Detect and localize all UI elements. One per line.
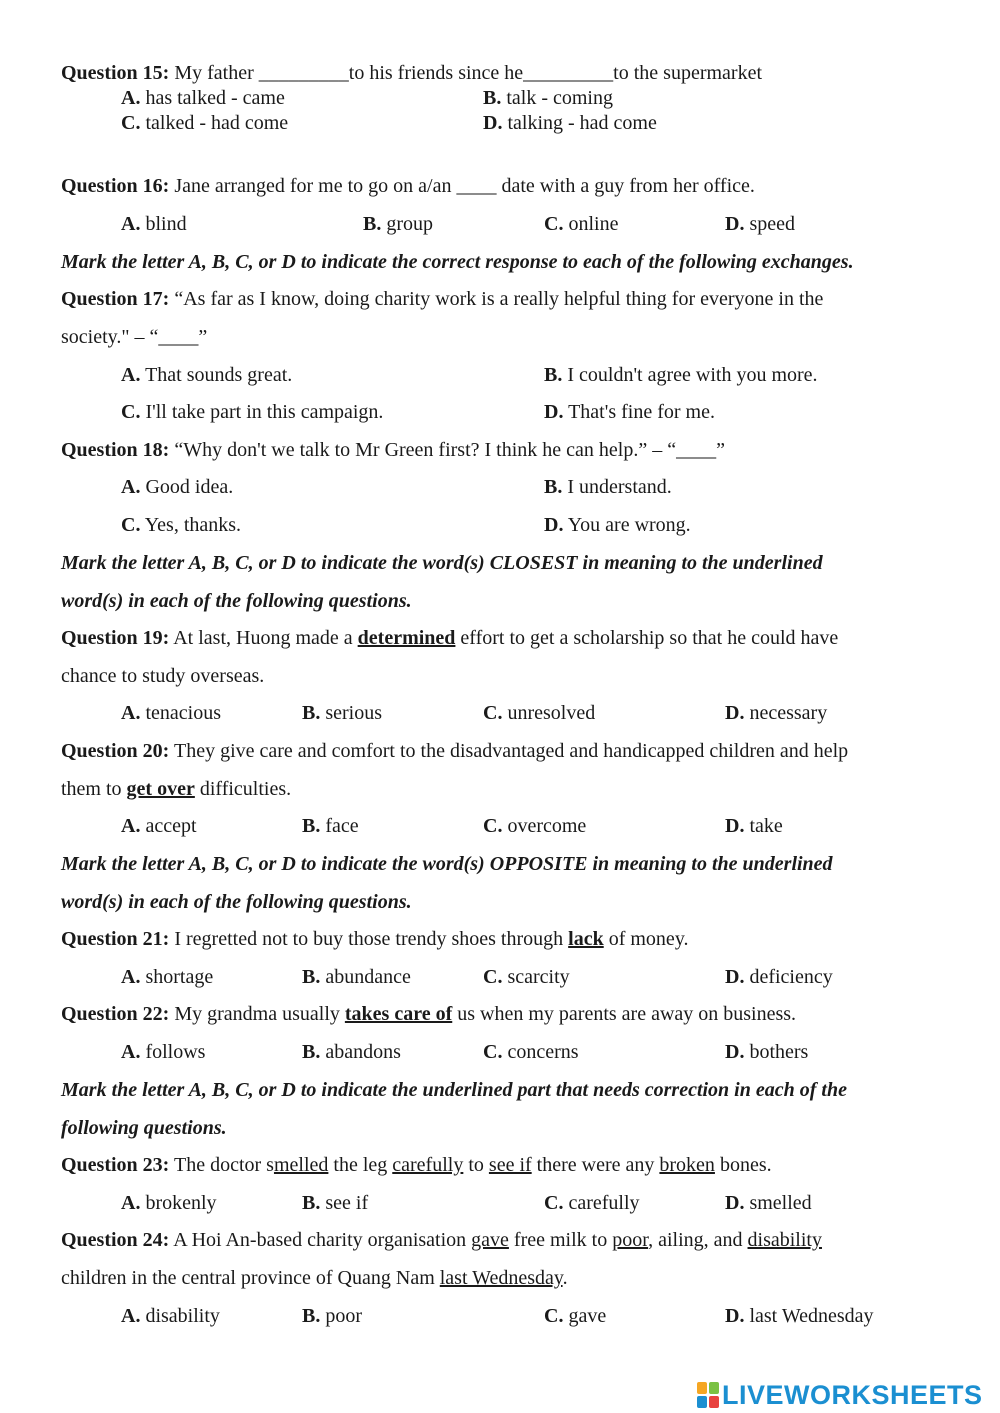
q16-option-b[interactable]: B. group bbox=[363, 213, 434, 235]
q18-option-d[interactable]: D. You are wrong. bbox=[544, 514, 691, 536]
q19-option-a[interactable]: A. tenacious bbox=[121, 702, 221, 724]
q21-underlined-word: lack bbox=[568, 928, 604, 950]
q22-stem: Question 22: My grandma usually takes care of us when my parents are away on business. bbox=[61, 1003, 797, 1025]
liveworksheets-logo-icon bbox=[697, 1382, 719, 1408]
logo-square-4 bbox=[709, 1396, 719, 1408]
q15-option-c[interactable]: C. talked - had come bbox=[121, 112, 289, 134]
q24-underlined-part-4: last Wednesday bbox=[439, 1267, 563, 1289]
q23-label: Question 23: bbox=[61, 1154, 170, 1176]
q23-stem: Question 23: The doctor smelled the leg carefully to see if there were any broken bones. bbox=[61, 1154, 772, 1176]
instruction-opposite-line1: Mark the letter A, B, C, or D to indicate the word(s) OPPOSITE in meaning to the underlined bbox=[61, 853, 833, 875]
q18-option-a[interactable]: A. Good idea. bbox=[121, 476, 234, 498]
q15-blank-1: _________ bbox=[258, 62, 349, 84]
q20-underlined-word: get over bbox=[126, 778, 195, 800]
q23-underlined-part-1: melled bbox=[273, 1154, 329, 1176]
q23-option-d[interactable]: D. smelled bbox=[725, 1192, 812, 1214]
q19-label: Question 19: bbox=[61, 627, 170, 649]
q22-option-c[interactable]: C. concerns bbox=[483, 1041, 579, 1063]
q24-underlined-part-2: poor bbox=[612, 1229, 649, 1251]
q21-option-c[interactable]: C. scarcity bbox=[483, 966, 570, 988]
q15-label: Question 15: bbox=[61, 62, 170, 84]
q18-option-c[interactable]: C. Yes, thanks. bbox=[121, 514, 242, 536]
q17-label: Question 17: bbox=[61, 288, 170, 310]
q19-option-d[interactable]: D. necessary bbox=[725, 702, 828, 724]
q15-blank-2: _________ bbox=[523, 62, 614, 84]
q16-option-c[interactable]: C. online bbox=[544, 213, 619, 235]
instruction-closest-line1: Mark the letter A, B, C, or D to indicate the word(s) CLOSEST in meaning to the underlined bbox=[61, 552, 823, 574]
q24-option-c[interactable]: C. gave bbox=[544, 1305, 607, 1327]
q16-label: Question 16: bbox=[61, 175, 170, 197]
q17-stem-line2: society." – “____” bbox=[61, 326, 208, 348]
q24-option-b[interactable]: B. poor bbox=[302, 1305, 363, 1327]
instruction-correction-line1: Mark the letter A, B, C, or D to indicate the underlined part that needs correction in each of the bbox=[61, 1079, 847, 1101]
q24-option-d[interactable]: D. last Wednesday bbox=[725, 1305, 874, 1327]
liveworksheets-logo[interactable] bbox=[697, 1378, 983, 1412]
q23-option-b[interactable]: B. see if bbox=[302, 1192, 369, 1214]
instruction-opposite-line2: word(s) in each of the following questions. bbox=[61, 891, 412, 913]
q15-option-d[interactable]: D. talking - had come bbox=[483, 112, 657, 134]
q20-option-d[interactable]: D. take bbox=[725, 815, 783, 837]
q24-stem: Question 24: A Hoi An-based charity organisation gave free milk to poor, ailing, and disability bbox=[61, 1229, 822, 1251]
q20-option-c[interactable]: C. overcome bbox=[483, 815, 587, 837]
q17-option-a[interactable]: A. That sounds great. bbox=[121, 364, 293, 386]
q22-option-b[interactable]: B. abandons bbox=[302, 1041, 401, 1063]
q15-stem: Question 15: My father _________to his friends since he_________to the supermarket bbox=[61, 62, 763, 84]
q17-option-b[interactable]: B. I couldn't agree with you more. bbox=[544, 364, 818, 386]
q23-option-c[interactable]: C. carefully bbox=[544, 1192, 640, 1214]
q23-option-a[interactable]: A. brokenly bbox=[121, 1192, 217, 1214]
q23-underlined-part-4: broken bbox=[659, 1154, 715, 1176]
q24-underlined-part-1: gave bbox=[471, 1229, 509, 1251]
q21-option-b[interactable]: B. abundance bbox=[302, 966, 411, 988]
q19-option-b[interactable]: B. serious bbox=[302, 702, 383, 724]
q23-underlined-part-2: carefully bbox=[392, 1154, 464, 1176]
q16-option-d[interactable]: D. speed bbox=[725, 213, 795, 235]
q18-label: Question 18: bbox=[61, 439, 170, 461]
q20-label: Question 20: bbox=[61, 740, 170, 762]
logo-square-3 bbox=[697, 1396, 707, 1408]
instruction-correction-line2: following questions. bbox=[61, 1117, 227, 1139]
logo-square-1 bbox=[697, 1382, 707, 1394]
q22-underlined-phrase: takes care of bbox=[344, 1003, 453, 1025]
q24-stem-line2: children in the central province of Quang Nam last Wednesday. bbox=[61, 1267, 568, 1289]
instruction-exchanges: Mark the letter A, B, C, or D to indicate the correct response to each of the following exchanges. bbox=[61, 251, 854, 273]
q18-stem: Question 18: “Why don't we talk to Mr Green first? I think he can help.” – “____” bbox=[61, 439, 725, 461]
liveworksheets-logo-text: LIVEWORKSHEETS bbox=[722, 1379, 983, 1410]
q19-option-c[interactable]: C. unresolved bbox=[483, 702, 596, 724]
q22-option-a[interactable]: A. follows bbox=[121, 1041, 206, 1063]
q15-option-a[interactable]: A. has talked - came bbox=[121, 87, 285, 109]
q21-stem: Question 21: I regretted not to buy those trendy shoes through lack of money. bbox=[61, 928, 689, 950]
q16-stem: Question 16: Jane arranged for me to go on a/an ____ date with a guy from her office. bbox=[61, 175, 755, 197]
q19-stem-line2: chance to study overseas. bbox=[61, 665, 265, 687]
q24-option-a[interactable]: A. disability bbox=[121, 1305, 220, 1327]
q21-option-a[interactable]: A. shortage bbox=[121, 966, 214, 988]
instruction-closest-line2: word(s) in each of the following questions. bbox=[61, 590, 412, 612]
q23-underlined-part-3: see if bbox=[488, 1154, 532, 1176]
q16-option-a[interactable]: A. blind bbox=[121, 213, 187, 235]
q24-underlined-part-3: disability bbox=[747, 1229, 822, 1251]
q19-underlined-word: determined bbox=[357, 627, 456, 649]
q20-stem-line2: them to get over difficulties. bbox=[61, 778, 292, 800]
q17-stem: Question 17: “As far as I know, doing charity work is a really helpful thing for everyone in the bbox=[61, 288, 824, 310]
q20-stem: Question 20: They give care and comfort to the disadvantaged and handicapped children and help bbox=[61, 740, 849, 762]
q17-option-d[interactable]: D. That's fine for me. bbox=[544, 401, 715, 423]
q19-stem: Question 19: At last, Huong made a determined effort to get a scholarship so that he could have bbox=[61, 627, 839, 649]
q22-label: Question 22: bbox=[61, 1003, 170, 1025]
logo-square-2 bbox=[709, 1382, 719, 1394]
q15-option-b[interactable]: B. talk - coming bbox=[483, 87, 613, 109]
q22-option-d[interactable]: D. bothers bbox=[725, 1041, 809, 1063]
q18-option-b[interactable]: B. I understand. bbox=[544, 476, 672, 498]
q17-option-c[interactable]: C. I'll take part in this campaign. bbox=[121, 401, 384, 423]
q20-option-a[interactable]: A. accept bbox=[121, 815, 197, 837]
q24-label: Question 24: bbox=[61, 1229, 170, 1251]
q20-option-b[interactable]: B. face bbox=[302, 815, 359, 837]
q21-label: Question 21: bbox=[61, 928, 170, 950]
q21-option-d[interactable]: D. deficiency bbox=[725, 966, 833, 988]
